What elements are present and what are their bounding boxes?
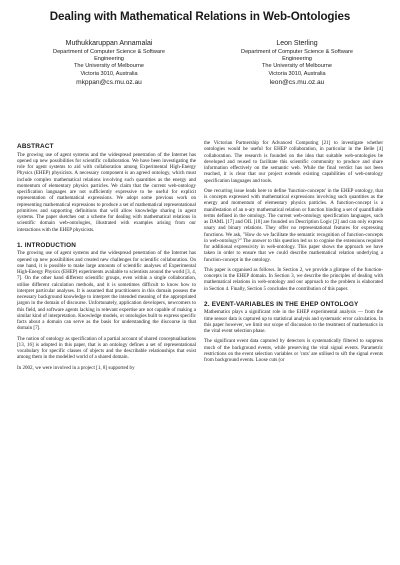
- paper-title: Dealing with Mathematical Relations in Web-Ontologies: [49, 10, 351, 23]
- author-email: leon@cs.mu.oz.au: [269, 78, 325, 86]
- author-affiliation-line: The University of Melbourne: [262, 63, 332, 70]
- author-affiliation-line: Department of Computer Science & Software: [53, 49, 165, 55]
- author-affiliation-line: Victoria 3010, Australia: [268, 70, 326, 77]
- author-affiliation-line: Victoria 3010, Australia: [80, 70, 138, 77]
- paragraph: The notion of ontology as specification of a partial account of shared conceptualisations [13, 16] is adopted in this paper, that is an ontology defines a set of representational vocabulary for specific classes of objects and the describable relationships that exist among them in the modelled world of a shared domain.: [17, 335, 196, 361]
- paragraph: In 2002, we were involved in a project [1, 8] supported by: [17, 364, 135, 371]
- author-affiliation-line: Department of Computer Science & Software: [241, 49, 353, 55]
- paragraph: This paper is organised as follows. In Section 2, we provide a glimpse of the function-concepts in the EHEP domain. In Section 3, we describe the principles of dealing with mathematical relations in web-ontology and our approach to the problem is elaborated in Section 4. Finally, Section 5 concludes the contribution of this paper.: [204, 266, 383, 292]
- paragraph: Mathematics plays a significant role in the EHEP experimental analysis — from the time sensor data is captured up to statistical analysis and systematic error calculation. In this paper however, we limit our scope of discussion to the treatment of mathematics in the vital event selection phase.: [204, 309, 383, 335]
- paragraph: The significant event data captured by detectors is systematically filtered to suppress much of the background events, while preserving the vital signal events. Parametric restrictions on the event selection variables or 'cuts' are utilised to sift the signal events from background events. Loose cuts (or: [204, 338, 383, 364]
- left-column: [17, 143, 196, 375]
- abstract-heading: ABSTRACT: [17, 143, 54, 150]
- author-affiliation-line: Engineering: [94, 56, 124, 63]
- author-name: Leon Sterling: [276, 40, 318, 47]
- paragraph: The growing use of agent systems and the widespread penetration of the Internet has opened up new possibilities and created new challenges for scientific collaboration. On one hand, it is possible to make large amounts of scientific analyses of Experimental High-Energy Physics (EHEP) experiments available to scientists around the world [3, 4, 7]. On the other hand different scientific groups, even within a single collaboration, utilise different calculation methods, and it is sometimes difficult to know how to interpret particular analyses. It is assumed that practitioners in this domain possess the necessary background knowledge to interpret the intended meaning of the appropriated jargon in the domain of discourse. Unfortunately, application developers, newcomers to this field, and software agents lacking in relevant expertise are not capable of making a similar kind of interpretation. Knowledge models, or ontologies built to express specific facts about a domain can serve as the basis for understanding the discourse in that domain [7].: [17, 250, 196, 332]
- author-block-1: [16, 40, 202, 86]
- abstract-text: The growing use of agent systems and the widespread penetration of the Internet has opened up new possibilities for scientific collaboration. We have been investigating the role for agent systems to aid with collaboration among Experimental High-Energy Physics (EHEP) physicists. A necessary component is an agreed ontology, which must include complex mathematical relations involving such quantities as the energy and momentum of elementary physics particles. We claim that the current web-ontology specification languages are not sufficiently expressive to be useful for explicit representation of mathematical expressions. We adopt some previous work on representing mathematical expressions to produce a set of mathematical representational primitives and supporting definitions that will allow knowledge sharing in agent systems. The paper sketches out a scheme for dealing with mathematical relations in scientific domain web-ontologies, illustrated with examples arising from our interactions with the EHEP physicists.: [17, 151, 196, 233]
- author-affiliation-line: The University of Melbourne: [74, 63, 144, 70]
- section-2-heading: 2. EVENT-VARIABLES IN THE EHEP ONTOLOGY: [204, 300, 359, 308]
- paragraph: the Victorian Partnership for Advanced Computing [21] to investigate whether ontologies would be useful for EHEP collaboration, in particular in the Belle [4] collaboration. The research is founded on the idea that suitable web-ontologies be developed and reused to facilitate this scientific community to produce and share information effectively on the semantic web. While the final verdict has not been reached, it is clear that our project extends existing capabilities of web-ontology specification languages and tools.: [204, 140, 383, 184]
- paragraph: One recurring issue leads here to define 'function-concepts' in the EHEP ontology, that is concepts expressed with mathematical expressions involving such quantities as the energy and momentum of elementary physics particles. A function-concept is a manifestation of an n-ary mathematical relation or function binding a set of quantifiable terms defined in the ontology. The current web-ontology specification languages, such as DAML [17] and OIL [10] are founded on Description Logic [2] and can only express unary and binary relations. They offer no representational features for expressing functions. We ask, "How do we facilitate the semantic recognition of function-concepts in web-ontology?" The answer to this question led us to cognise the extensions required for additional expressivity in web-ontology. This paper shows the approach we have taken in order to ensure that we could describe mathematical relation underlying a function-concept in the ontology.: [204, 187, 383, 263]
- author-email: mkppan@cs.mu.oz.au: [76, 78, 142, 86]
- author-affiliation-line: Engineering: [282, 56, 312, 63]
- author-name: Muthukkaruppan Annamalai: [65, 40, 153, 47]
- author-block-2: [204, 40, 390, 86]
- right-column: [204, 140, 383, 367]
- introduction-heading: 1. INTRODUCTION: [17, 241, 77, 249]
